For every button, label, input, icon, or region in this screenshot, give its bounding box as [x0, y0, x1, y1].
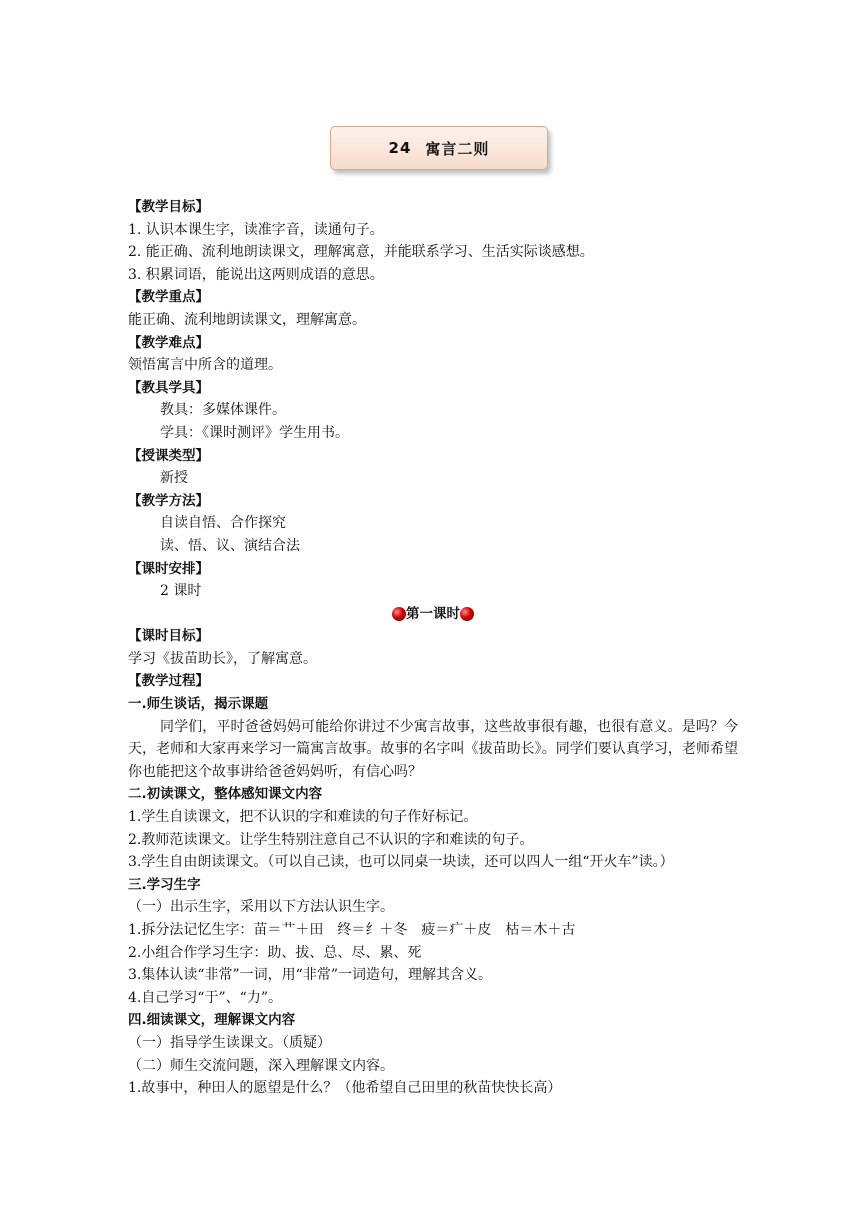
red-ball-icon: [460, 607, 474, 621]
text-line: 1. 认识本课生字，读准字音，读通句子。: [128, 221, 384, 238]
text-line: 3. 积累词语，能说出这两则成语的意思。: [128, 266, 384, 283]
text-line: 3.学生自由朗读课文。（可以自己读，也可以同桌一块读，还可以四人一组“开火车”读。）: [128, 854, 674, 871]
section-heading: 一.师生谈话，揭示课题: [128, 696, 269, 713]
session-goals-section: [128, 625, 738, 715]
section-heading: 三.学习生字: [128, 876, 201, 893]
text-line: 领悟寓言中所含的道理。: [128, 357, 282, 374]
lesson-title: 寓言二则: [425, 139, 490, 158]
text-line: 新授: [160, 470, 188, 487]
teaching-process-section: [128, 783, 738, 1099]
text-line: 读、悟、议、演结合法: [160, 537, 300, 554]
text-line: 2.小组合作学习生字：助、拔、总、尽、累、死: [128, 944, 422, 961]
section-heading: 二.初读课文，整体感知课文内容: [128, 786, 323, 803]
intro-paragraph: 同学们，平时爸爸妈妈可能给你讲过不少寓言故事，这些故事很有趣，也很有意义。是吗？今天，老师和大家再来学习一篇寓言故事。故事的名字叫《拔苗助长》。同学们要认真学习，老师希望你也能把这个故事讲给爸爸妈妈听，有信心吗？: [128, 718, 738, 780]
section-heading: 【教具学具】: [128, 379, 209, 396]
lesson-plan-body: [128, 196, 738, 1100]
red-ball-icon: [392, 607, 406, 621]
section-heading: 【教学难点】: [128, 334, 209, 351]
session-heading: [128, 603, 738, 626]
section-heading: 【教学过程】: [128, 673, 209, 690]
lesson-overview-section: [128, 196, 738, 603]
section-heading: 【教学重点】: [128, 289, 209, 306]
text-line: 3.集体认读“非常”一词，用“非常”一词造句，理解其含义。: [128, 967, 492, 984]
text-line: 自读自悟、合作探究: [160, 515, 286, 532]
text-line: 1.拆分法记忆生字：苗＝艹＋田 终＝纟＋冬 疲＝疒＋皮 枯＝木＋古: [128, 922, 576, 938]
section-heading: 【课时目标】: [128, 628, 209, 645]
lesson-title-box: [330, 126, 548, 170]
text-line: （二）师生交流问题，深入理解课文内容。: [128, 1057, 394, 1074]
text-line: 学具：《课时测评》学生用书。: [160, 424, 349, 441]
section-heading: 【教学方法】: [128, 492, 209, 509]
text-line: 2. 能正确、流利地朗读课文，理解寓意，并能联系学习、生活实际谈感想。: [128, 244, 594, 261]
text-line: 2 课时: [160, 583, 202, 600]
text-line: （一）指导学生读课文。（质疑）: [128, 1034, 331, 1051]
text-line: 教具：多媒体课件。: [160, 402, 286, 419]
text-line: （一）出示生字，采用以下方法认识生字。: [128, 899, 394, 916]
section-heading: 【课时安排】: [128, 560, 209, 577]
text-line: 1.学生自读课文，把不认识的字和难读的句子作好标记。: [128, 809, 478, 826]
text-line: 能正确、流利地朗读课文，理解寓意。: [128, 311, 366, 328]
text-line: 2.教师范读课文。让学生特别注意自己不认识的字和难读的句子。: [128, 831, 534, 848]
text-line: 学习《拔苗助长》，了解寓意。: [128, 650, 317, 667]
session-label: 第一课时: [406, 605, 460, 622]
section-heading: 【教学目标】: [128, 199, 209, 215]
lesson-number: 24: [388, 139, 412, 157]
section-heading: 四.细读课文，理解课文内容: [128, 1012, 296, 1029]
section-heading: 【授课类型】: [128, 447, 209, 464]
text-line: 4.自己学习“于”、“力”。: [128, 989, 282, 1006]
text-line: 1.故事中，种田人的愿望是什么？（他希望自己田里的秋苗快快长高）: [128, 1080, 562, 1097]
